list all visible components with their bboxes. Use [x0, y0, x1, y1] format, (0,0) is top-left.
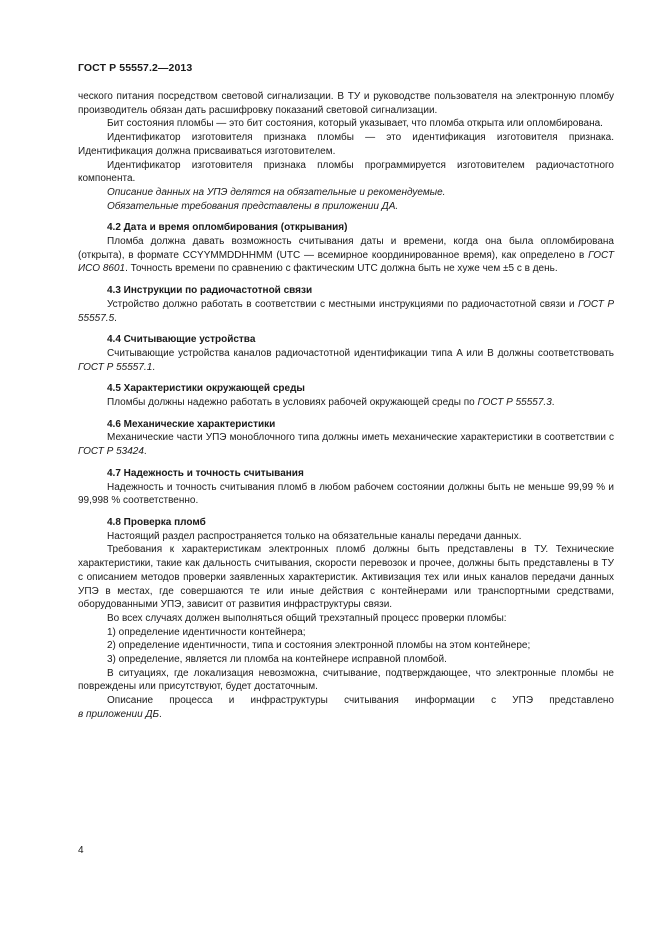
paragraph: В ситуациях, где локализация невозможна, считывание, подтверждающее, что электронные пломбы не повреждены или присутствуют, будет достаточным. — [78, 667, 614, 693]
standard-reference: ГОСТ Р 53424 — [78, 446, 144, 458]
list-item: 2) определение идентичности, типа и состояния электронной пломбы на этом контейнере; — [107, 640, 531, 652]
appendix-reference: в приложении ДБ — [78, 708, 160, 720]
document-body — [78, 90, 614, 722]
section-heading-4-8: 4.8 Проверка пломб — [107, 516, 206, 528]
paragraph: Описание процесса и инфраструктуры считывания информации с УПЭ представлено — [107, 695, 614, 707]
italic-text: Описание данных на УПЭ делятся на обязательные и рекомендуемые. — [107, 186, 446, 198]
paragraph: Бит состояния пломбы — это бит состояния, который указывает, что пломба открыта или опломбирована. — [107, 118, 603, 130]
section-heading-4-4: 4.4 Считывающие устройства — [107, 334, 256, 346]
standard-reference: ГОСТ Р 55557.5 — [78, 298, 614, 324]
list-item: 1) определение идентичности контейнера; — [107, 626, 306, 638]
paragraph: ческого питания посредством световой сигнализации. В ТУ и руководстве пользователя на электронную пломбу производитель обязан дать расшифровку показаний световой сигнализации. — [78, 91, 614, 116]
standard-reference: ГОСТ Р 55557.3 — [477, 397, 552, 409]
paragraph: Пломба должна давать возможность считывания даты и времени, когда она была опломбирована (открыта), в формате CCYYMMDDHHMM (UTC — всемирное координированное время), как определено в ГОСТ ИСО 8601. Точность времени по сравнению с фактическим UTC должна быть не хуже чем ±5 с в день. — [78, 236, 614, 275]
paragraph: Во всех случаях должен выполняться общий трехэтапный процесс проверки пломбы: — [107, 612, 507, 624]
paragraph: Пломбы должны надежно работать в условиях рабочей окружающей среды по ГОСТ Р 55557.3. — [107, 397, 555, 409]
section-heading-4-2: 4.2 Дата и время опломбирования (открывания) — [107, 222, 348, 234]
paragraph: Считывающие устройства каналов радиочастотной идентификации типа A или B должны соответствовать ГОСТ Р 55557.1. — [78, 347, 614, 373]
section-heading-4-6: 4.6 Механические характеристики — [107, 418, 276, 430]
page-number: 4 — [78, 845, 84, 856]
paragraph — [78, 200, 614, 214]
section-heading-4-7: 4.7 Надежность и точность считывания — [107, 467, 304, 479]
standard-reference: ГОСТ ИСО 8601 — [78, 249, 614, 275]
section-heading-4-5: 4.5 Характеристики окружающей среды — [107, 383, 305, 395]
standard-reference: ГОСТ Р 55557.1 — [78, 361, 153, 373]
section-heading-4-3: 4.3 Инструкции по радиочастотной связи — [107, 285, 313, 297]
paragraph: Настоящий раздел распространяется только на обязательные каналы передачи данных. — [107, 530, 522, 542]
paragraph: в приложении ДБ. — [78, 708, 162, 720]
list-item: 3) определение, является ли пломба на контейнере исправной пломбой. — [107, 654, 447, 666]
paragraph: Устройство должно работать в соответствии с местными инструкциями по радиочастотной связи и ГОСТ Р 55557.5. — [78, 298, 614, 324]
paragraph: Требования к характеристикам электронных пломб должны быть представлены в ТУ. Технические характеристики, такие как дальность считывания, скорости перевозок и прочее, должны быть представлены в ТУ с описанием методов проверки заявленных характеристик. Активизация тех или иных каналов передачи данных УПЭ в местах, где совершаются те или иные действия с контейнерами или транспортными средствами, оборудованными УПЭ, зависит от развития инфраструктуры связи. — [78, 544, 614, 611]
paragraph: Идентификатор изготовителя признака пломбы программируется изготовителем радиочастотного компонента. — [78, 159, 614, 185]
document-header: ГОСТ Р 55557.2—2013 — [78, 62, 193, 74]
paragraph: Идентификатор изготовителя признака пломбы — это идентификация изготовителя признака. Идентификация должна присваиваться изготовителем. — [78, 132, 614, 157]
paragraph: Надежность и точность считывания пломб в любом рабочем состоянии должны быть не меньше 99,99 % и 99,998 % соответственно. — [78, 481, 614, 507]
italic-text: Обязательные требования представлены в приложении ДА. — [107, 200, 399, 212]
paragraph — [78, 186, 614, 200]
paragraph: Механические части УПЭ моноблочного типа должны иметь механические характеристики в соответствии с ГОСТ Р 53424. — [78, 432, 614, 458]
